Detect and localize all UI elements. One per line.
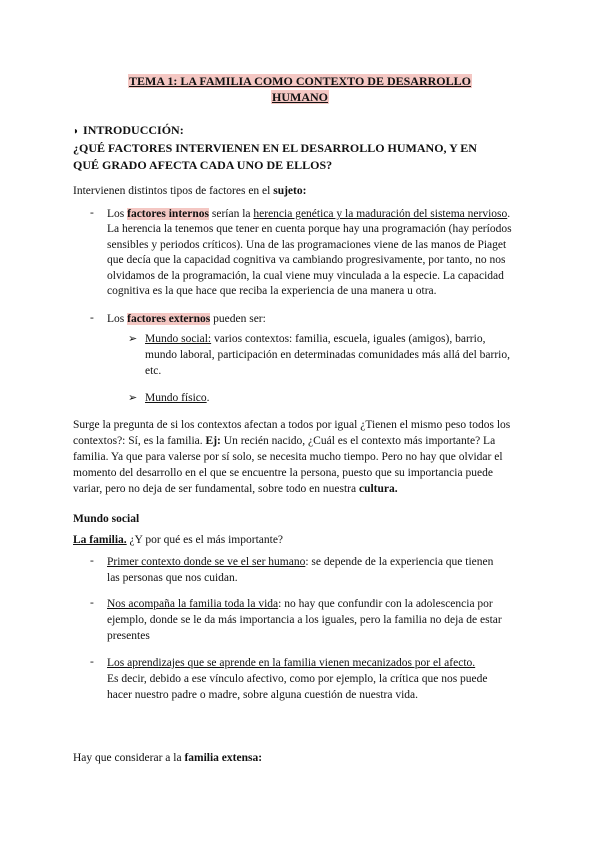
physical-world-end: . [206, 392, 210, 404]
arrow-icon: ➢ [128, 392, 138, 404]
extended-bold: familia extensa: [184, 752, 263, 764]
physical-world-line [145, 391, 210, 407]
social-item-1-rest: : se depende de la experiencia que tienen [305, 556, 494, 568]
factors-lead-bold: sujeto: [273, 185, 307, 197]
internal-line-2: La herencia la tenemos que tener en cuenta porque hay una programación (hay períodos [107, 223, 512, 235]
internal-line-4: que decía que la capacidad cognitiva va cambiando progresivamente, por tanto, no nos [107, 254, 506, 266]
internal-dash: - [90, 207, 94, 219]
social-item-2-line-3: presentes [107, 630, 150, 642]
social-item-3-underlined: Los aprendizajes que se aprende en la familia vienen mecanizados por el afecto. [107, 657, 476, 669]
question-para-line-1: Surge la pregunta de si los contextos afectan a todos por igual ¿Tienen el mismo peso todos los [73, 419, 511, 431]
question-para-line-4: momento del desarrollo en el que se encuentre la persona, puesto que su importancia puede [73, 467, 493, 479]
intro-question-line-2: QUÉ GRADO AFECTA CADA UNO DE ELLOS? [73, 158, 333, 172]
internal-term: factores internos [127, 208, 209, 220]
family-question [73, 533, 283, 549]
social-item-3-line-2: Es decir, debido a ese vínculo afectivo, como por ejemplo, la crítica que nos puede [107, 673, 488, 685]
physical-world-label: Mundo físico [145, 392, 207, 404]
social-dash-3: - [90, 656, 94, 668]
question-para-ej: Ej: [205, 435, 221, 447]
external-pre: Los [107, 313, 128, 325]
social-dash-1: - [90, 555, 94, 567]
intro-heading-text: INTRODUCCIÓN: [83, 123, 184, 137]
page-title [90, 73, 510, 105]
social-world-text: varios contextos: familia, escuela, iguales (amigos), barrio, [211, 333, 486, 345]
question-para-line-3: familia. Ya que para valerse por sí solo, se necesita mucho tiempo. Pero no hay que olvidar el [73, 451, 503, 463]
extended-family-line [73, 751, 262, 767]
title-line-1: TEMA 1: LA FAMILIA COMO CONTEXTO DE DESARROLLO [129, 74, 471, 88]
family-label: La familia. [73, 534, 127, 546]
external-dash: - [90, 312, 94, 324]
factors-lead [73, 184, 306, 200]
social-item-2-underlined: Nos acompaña la familia toda la vida [107, 598, 279, 610]
bullet-icon: ◗ [73, 126, 80, 137]
external-end: pueden ser: [210, 313, 266, 325]
social-item-2-line-1 [107, 597, 493, 613]
question-para-line-5 [73, 482, 398, 498]
social-item-3-line-1 [107, 656, 475, 672]
social-item-1-line-1 [107, 555, 493, 571]
extended-lead: Hay que considerar a la [73, 752, 185, 764]
title-line-2: HUMANO [272, 90, 328, 104]
social-world-line-1 [145, 332, 532, 348]
question-para-line-2 [73, 434, 495, 450]
internal-line-5: olvidamos de la programación, la cual viene muy vinculada a la especie. La capacidad [107, 270, 504, 282]
social-dash-2: - [90, 597, 94, 609]
factors-lead-text: Intervienen distintos tipos de factores en el [73, 185, 274, 197]
social-item-1-line-2: las personas que nos cuidan. [107, 572, 238, 584]
external-factors-line [107, 312, 266, 328]
external-term: factores externos [127, 313, 211, 325]
internal-factors-line-1 [107, 207, 510, 223]
internal-end: . [507, 208, 511, 220]
social-item-2-line-2: ejemplo, donde se le da más importancia a los iguales, pero la familia no deja de estar [107, 614, 502, 626]
internal-mid: serían la [209, 208, 254, 220]
question-para-l2: contextos?: Sí, es la familia. [73, 435, 206, 447]
social-world-label: Mundo social: [145, 333, 212, 345]
social-heading: Mundo social [73, 513, 140, 525]
social-item-1-underlined: Primer contexto donde se ve el ser humano [107, 556, 306, 568]
question-para-l2-end: Un recién nacido, ¿Cuál es el contexto más importante? La [220, 435, 496, 447]
question-para-l5: variar, pero no deja de ser fundamental, sobre todo en nuestra [73, 483, 359, 495]
social-item-2-rest: : no hay que confundir con la adolescencia por [278, 598, 493, 610]
internal-line-3: sensibles y periodos críticos). Una de las programaciones viene de las manos de Piaget [107, 239, 507, 251]
internal-pre: Los [107, 208, 128, 220]
family-question-text: ¿Y por qué es el más importante? [126, 534, 284, 546]
internal-line-6: cognitiva es la que hace que reciba la experiencia de una manera u otra. [107, 285, 437, 297]
intro-question-line-1: ¿QUÉ FACTORES INTERVIENEN EN EL DESARROLLO HUMANO, Y EN [73, 141, 477, 155]
social-item-3-line-3: hacer nuestro padre o madre, sobre alguna cuestión de nuestra vida. [107, 689, 419, 701]
arrow-icon: ➢ [128, 333, 138, 345]
internal-underlined: herencia genética y la maduración del sistema nervioso [253, 208, 508, 220]
intro-heading [73, 122, 184, 140]
question-para-culture: cultura. [358, 483, 398, 495]
social-world-line-2: mundo laboral, participación en determinadas comunidades más allá del barrio, [145, 349, 510, 361]
social-world-line-3: etc. [145, 365, 162, 377]
